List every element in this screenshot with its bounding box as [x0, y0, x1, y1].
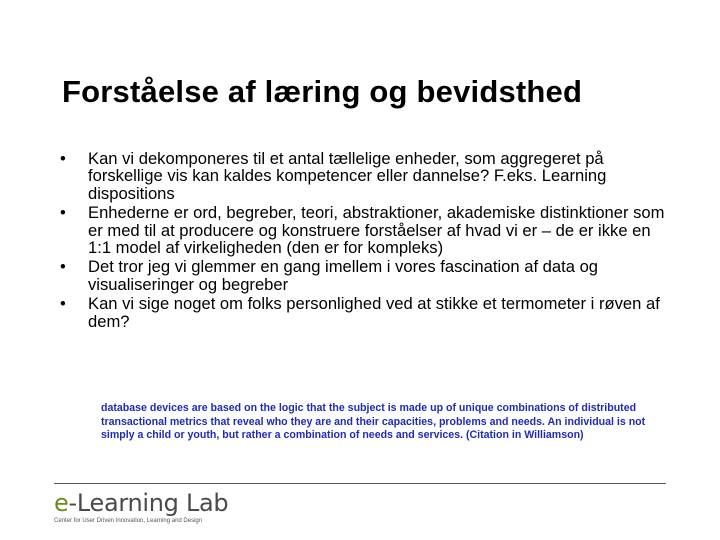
logo-text: -Learning Lab	[68, 489, 229, 517]
logo-wordmark	[54, 490, 244, 516]
slide-title: Forståelse af læring og bevidsthed	[62, 74, 583, 109]
bullet-marker: •	[60, 294, 66, 314]
elearning-lab-logo	[54, 490, 244, 525]
citation-quote: database devices are based on the logic that the subject is made up of unique combinations of distributed transactional metrics that reveal who they are and their capacities, problems and needs. An individual is not simply a child or youth, but rather a combination of needs and services. (Citation in Williamson)	[101, 402, 646, 442]
bullet-marker: •	[60, 203, 66, 223]
bullet-text: Det tror jeg vi glemmer en gang imellem i vores fascination af data og visualiseringer og begreber	[88, 257, 599, 294]
bullet-item	[60, 204, 670, 256]
logo-tagline: Center for User Driven Innovation, Learning and Design	[54, 518, 203, 524]
bullet-item	[60, 258, 670, 293]
logo-e-letter: e	[54, 489, 69, 517]
bullet-item	[60, 295, 670, 330]
bullet-text: Enhederne er ord, begreber, teori, abstraktioner, akademiske distinktioner som er med til at producere og konstruere forståelser af hvad vi er – de er ikke en 1:1 model af virkeligheden (den er for kompleks)	[88, 203, 665, 258]
bullet-item	[60, 150, 670, 202]
footer-divider	[54, 483, 666, 484]
bullet-text: Kan vi sige noget om folks personlighed ved at stikke et termometer i røven af dem?	[88, 294, 660, 331]
bullet-list	[60, 150, 670, 332]
bullet-marker: •	[60, 149, 66, 168]
bullet-text: Kan vi dekomponeres til et antal tællelige enheder, som aggregeret på forskellige vis kan kaldes kompetencer eller dannelse? F.eks. Learning dispositions	[88, 149, 607, 203]
bullet-marker: •	[60, 257, 66, 277]
